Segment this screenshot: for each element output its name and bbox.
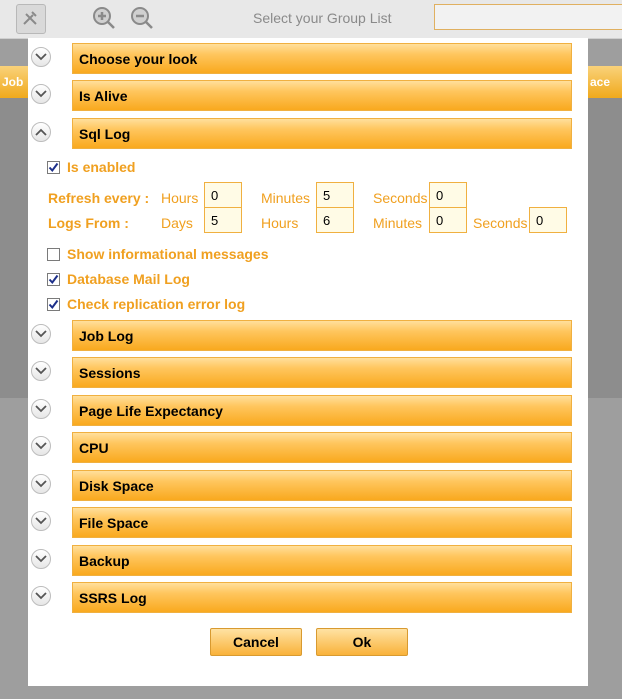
section-is-alive[interactable] [28, 78, 588, 112]
section-header[interactable] [72, 507, 572, 538]
section-header[interactable] [72, 43, 572, 74]
logs-hours-input[interactable] [316, 207, 354, 233]
section-title: SSRS Log [79, 590, 147, 606]
show-informational-label: Show informational messages [67, 246, 269, 262]
section-page-life-expectancy[interactable] [28, 393, 588, 427]
section-title: Page Life Expectancy [79, 403, 223, 419]
replication-error-log-label: Check replication error log [67, 296, 246, 312]
band-label-left: Job [2, 75, 24, 89]
group-list-select[interactable] [434, 4, 622, 30]
ok-button[interactable]: Ok [316, 628, 408, 656]
section-header[interactable] [72, 118, 572, 149]
settings-dialog [28, 38, 588, 686]
section-header[interactable] [72, 320, 572, 351]
chevron-down-icon[interactable] [31, 84, 51, 104]
section-title: Is Alive [79, 88, 128, 104]
section-header[interactable] [72, 80, 572, 111]
section-header[interactable] [72, 470, 572, 501]
chevron-down-icon[interactable] [31, 549, 51, 569]
section-disk-space[interactable] [28, 468, 588, 502]
refresh-seconds-input[interactable] [429, 182, 467, 208]
chevron-down-icon[interactable] [31, 47, 51, 67]
is-enabled-label: Is enabled [67, 159, 136, 175]
show-informational-checkbox[interactable] [47, 248, 60, 261]
section-title: CPU [79, 440, 109, 456]
section-choose-your-look[interactable] [28, 41, 588, 75]
section-header[interactable] [72, 432, 572, 463]
chevron-down-icon[interactable] [31, 586, 51, 606]
zoom-in-icon[interactable] [90, 4, 118, 32]
section-job-log[interactable] [28, 318, 588, 352]
section-header[interactable] [72, 395, 572, 426]
section-cpu[interactable] [28, 430, 588, 464]
settings-tool-icon[interactable] [16, 4, 46, 34]
section-header[interactable] [72, 357, 572, 388]
section-title: Choose your look [79, 51, 198, 67]
chevron-down-icon[interactable] [31, 399, 51, 419]
logs-days-label: Days [161, 215, 193, 231]
section-title: Sql Log [79, 126, 131, 142]
section-title: Backup [79, 553, 130, 569]
chevron-down-icon[interactable] [31, 511, 51, 531]
logs-minutes-input[interactable] [429, 207, 467, 233]
section-header[interactable] [72, 545, 572, 576]
logs-hours-label: Hours [261, 215, 299, 231]
section-title: Job Log [79, 328, 134, 344]
group-list-title: Select your Group List [253, 10, 392, 26]
section-sessions[interactable] [28, 355, 588, 389]
refresh-hours-input[interactable] [204, 182, 242, 208]
background-toolbar [0, 0, 622, 39]
replication-error-log-checkbox[interactable] [47, 298, 60, 311]
refresh-minutes-label: Minutes [261, 190, 311, 206]
section-title: File Space [79, 515, 149, 531]
logs-from-label: Logs From : [48, 215, 129, 231]
cancel-button[interactable]: Cancel [210, 628, 302, 656]
is-enabled-checkbox[interactable] [47, 161, 60, 174]
chevron-down-icon[interactable] [31, 474, 51, 494]
section-backup[interactable] [28, 543, 588, 577]
database-mail-log-checkbox[interactable] [47, 273, 60, 286]
chevron-down-icon[interactable] [31, 436, 51, 456]
section-header[interactable] [72, 582, 572, 613]
chevron-down-icon[interactable] [31, 324, 51, 344]
chevron-up-icon[interactable] [31, 122, 51, 142]
refresh-every-label: Refresh every : [48, 190, 150, 206]
section-title: Sessions [79, 365, 141, 381]
refresh-minutes-input[interactable] [316, 182, 354, 208]
refresh-hours-label: Hours [161, 190, 199, 206]
section-file-space[interactable] [28, 505, 588, 539]
refresh-seconds-label: Seconds [373, 190, 428, 206]
chevron-down-icon[interactable] [31, 361, 51, 381]
logs-days-input[interactable] [204, 207, 242, 233]
database-mail-log-label: Database Mail Log [67, 271, 190, 287]
logs-seconds-label: Seconds [473, 215, 528, 231]
zoom-out-icon[interactable] [128, 4, 156, 32]
band-label-right: ace [590, 75, 611, 89]
section-ssrs-log[interactable] [28, 580, 588, 614]
section-title: Disk Space [79, 478, 154, 494]
section-sql-log[interactable] [28, 116, 588, 150]
logs-seconds-input[interactable] [529, 207, 567, 233]
logs-minutes-label: Minutes [373, 215, 423, 231]
